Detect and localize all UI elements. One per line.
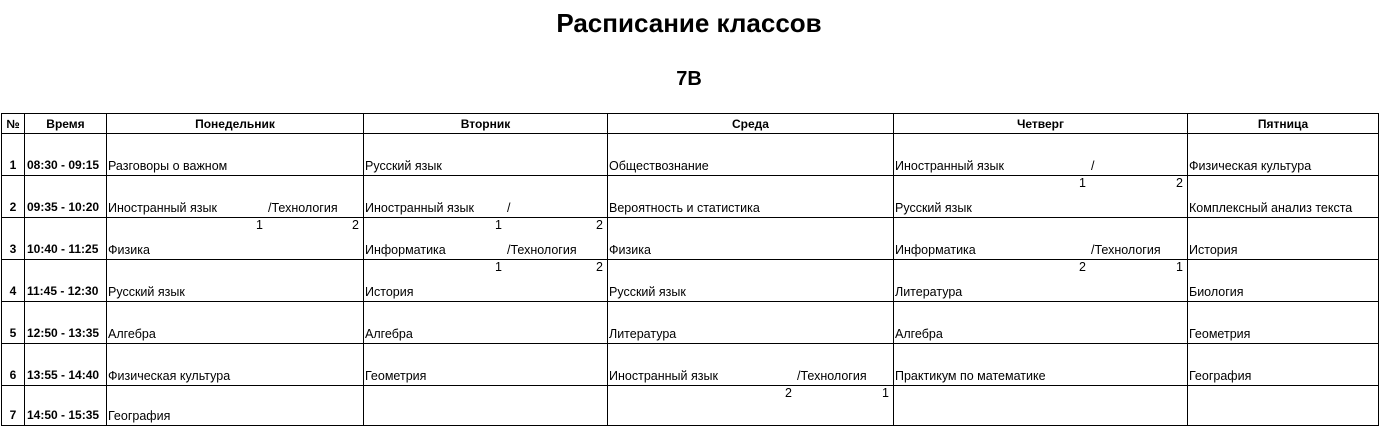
header-monday: Понедельник	[107, 114, 364, 134]
table-row	[2, 260, 1379, 302]
group-1-number: 1	[1079, 176, 1086, 190]
schedule-cell	[608, 302, 894, 344]
subject-name: Физическая культура	[1189, 159, 1312, 173]
schedule-cell	[1188, 260, 1379, 302]
subject-name: География	[108, 409, 171, 423]
class-name: 7В	[676, 68, 702, 90]
lesson-number: 2	[2, 176, 25, 218]
subject-name: Геометрия	[1189, 327, 1251, 341]
subject-group-2: /	[507, 201, 511, 215]
lesson-time: 10:40 - 11:25	[25, 218, 107, 260]
lesson-time: 11:45 - 12:30	[25, 260, 107, 302]
group-1-number: 1	[495, 260, 502, 274]
subject-name: Русский язык	[365, 159, 442, 173]
table-row	[2, 176, 1379, 218]
subject-name: Физика	[609, 243, 651, 257]
header-time: Время	[25, 114, 107, 134]
group-1-number: 2	[1079, 260, 1086, 274]
header-thursday: Четверг	[894, 114, 1188, 134]
subject-name: Разговоры о важном	[108, 159, 228, 173]
lesson-time: 08:30 - 09:15	[25, 134, 107, 176]
group-2-number: 1	[1176, 260, 1183, 274]
group-2-number: 2	[352, 218, 359, 232]
subject-name: Литература	[895, 285, 963, 299]
header-tuesday: Вторник	[364, 114, 608, 134]
subject-name: История	[365, 285, 414, 299]
schedule-cell	[107, 344, 364, 386]
subject-name: Практикум по математике	[895, 369, 1046, 383]
schedule-cell	[364, 386, 608, 426]
schedule-cell	[894, 260, 1188, 302]
schedule-cell	[894, 386, 1188, 426]
schedule-cell	[107, 260, 364, 302]
header-row	[2, 114, 1379, 134]
subject-name: Алгебра	[365, 327, 413, 341]
schedule-cell	[364, 134, 608, 176]
subject-group-2: /Технология	[268, 201, 338, 215]
schedule-cell	[364, 260, 608, 302]
schedule-cell	[608, 260, 894, 302]
table-row	[2, 344, 1379, 386]
lesson-number: 3	[2, 218, 25, 260]
schedule-cell	[364, 218, 608, 274]
schedule-cell	[107, 176, 364, 232]
schedule-cell	[1188, 218, 1379, 260]
subject-name: Физика	[108, 243, 150, 257]
schedule-cell	[1188, 344, 1379, 386]
schedule-cell	[364, 344, 608, 386]
schedule-cell	[1188, 134, 1379, 176]
subject-name: География	[1189, 369, 1252, 383]
group-2-number: 2	[596, 218, 603, 232]
schedule-cell	[608, 218, 894, 260]
table-row	[2, 134, 1379, 176]
schedule-cell	[1188, 176, 1379, 218]
schedule-cell	[608, 134, 894, 176]
page-title: Расписание классов	[556, 8, 822, 38]
lesson-number: 6	[2, 344, 25, 386]
subject-group-2: /	[1091, 159, 1095, 173]
lesson-number: 7	[2, 386, 25, 426]
subject-group-1: Информатика	[895, 243, 976, 257]
lesson-time: 09:35 - 10:20	[25, 176, 107, 218]
subject-name: Обществознание	[609, 159, 709, 173]
schedule-cell	[894, 344, 1188, 386]
schedule-cell	[107, 302, 364, 344]
group-2-number: 1	[882, 386, 889, 400]
table-row	[2, 218, 1379, 260]
schedule-cell	[364, 302, 608, 344]
subject-group-1: Иностранный язык	[108, 201, 217, 215]
schedule-cell	[107, 386, 364, 426]
subject-group-2: /Технология	[507, 243, 577, 257]
subject-name: Русский язык	[108, 285, 185, 299]
lesson-time: 12:50 - 13:35	[25, 302, 107, 344]
schedule-cell	[894, 176, 1188, 218]
subject-name: Физическая культура	[108, 369, 231, 383]
subject-group-2: /Технология	[797, 369, 867, 383]
table-row	[2, 386, 1379, 426]
header-num: №	[2, 114, 25, 134]
header-friday: Пятница	[1188, 114, 1379, 134]
schedule-cell	[364, 176, 608, 232]
group-1-number: 1	[495, 218, 502, 232]
subject-name: История	[1189, 243, 1238, 257]
schedule-cell	[894, 218, 1188, 274]
schedule-cell	[1188, 302, 1379, 344]
schedule-cell	[894, 134, 1188, 190]
schedule-cell	[608, 386, 894, 426]
schedule-cell	[107, 134, 364, 176]
schedule-cell	[608, 176, 894, 218]
subject-group-1: Информатика	[365, 243, 446, 257]
subject-group-2: /Технология	[1091, 243, 1161, 257]
schedule-cell	[107, 218, 364, 260]
lesson-time: 14:50 - 15:35	[25, 386, 107, 426]
subject-group-1: Иностранный язык	[609, 369, 718, 383]
group-1-number: 2	[785, 386, 792, 400]
subject-group-1: Иностранный язык	[365, 201, 474, 215]
subject-name: Алгебра	[895, 327, 943, 341]
header-wednesday: Среда	[608, 114, 894, 134]
group-2-number: 2	[596, 260, 603, 274]
group-1-number: 1	[256, 218, 263, 232]
group-2-number: 2	[1176, 176, 1183, 190]
subject-name: Литература	[609, 327, 677, 341]
subject-name: Русский язык	[609, 285, 686, 299]
subject-group-1: Иностранный язык	[895, 159, 1004, 173]
subject-name: Вероятность и статистика	[609, 201, 760, 215]
lesson-time: 13:55 - 14:40	[25, 344, 107, 386]
schedule-cell	[1188, 386, 1379, 426]
lesson-number: 1	[2, 134, 25, 176]
subject-name: Алгебра	[108, 327, 156, 341]
subject-name: Русский язык	[895, 201, 972, 215]
subject-name: Биология	[1189, 285, 1244, 299]
table-row	[2, 302, 1379, 344]
lesson-number: 5	[2, 302, 25, 344]
schedule-cell	[608, 344, 894, 400]
subject-name: Комплексный анализ текста	[1189, 201, 1353, 215]
schedule-table	[1, 113, 1379, 426]
subject-name: Геометрия	[365, 369, 427, 383]
schedule-cell	[894, 302, 1188, 344]
lesson-number: 4	[2, 260, 25, 302]
